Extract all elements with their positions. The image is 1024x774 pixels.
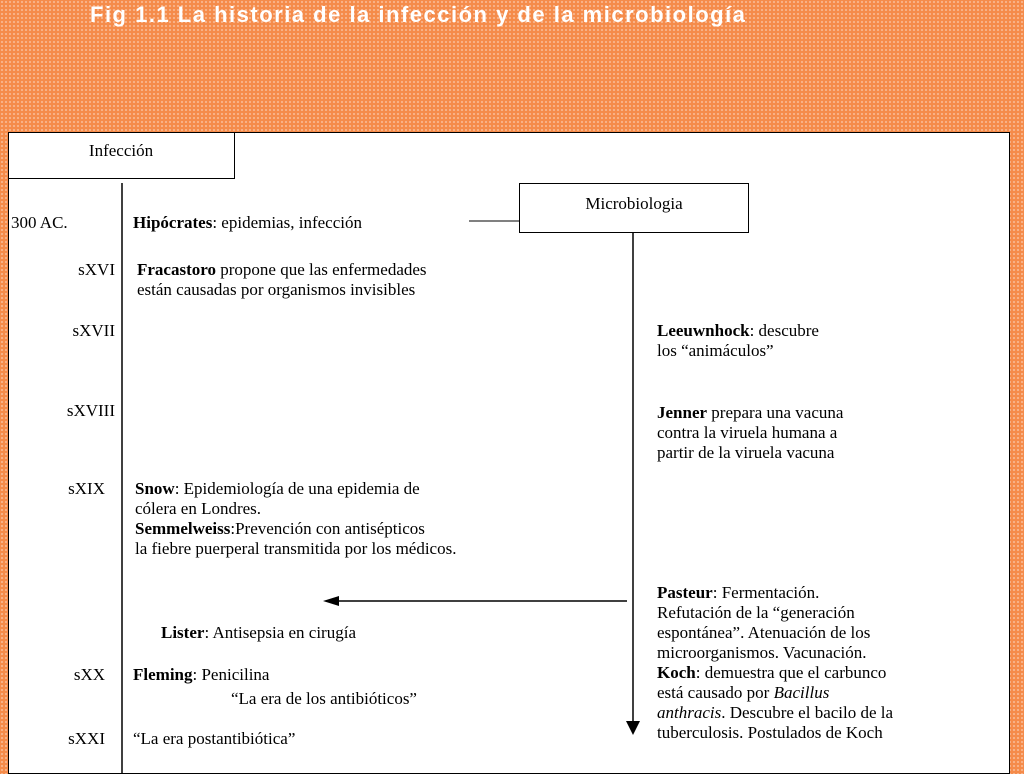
event-text: :Prevención con antisépticos bbox=[230, 519, 425, 538]
event-text-cont: espontánea”. Atenuación de los bbox=[657, 623, 871, 642]
event-text: : Antisepsia en cirugía bbox=[204, 623, 356, 642]
era-label: sXVIII bbox=[66, 401, 115, 420]
event-fleming bbox=[133, 665, 269, 685]
era-label: sXVII bbox=[72, 321, 115, 340]
era-label: 300 AC. bbox=[11, 213, 68, 232]
event-text-cont: la fiebre puerperal transmitida por los médicos. bbox=[135, 539, 457, 558]
event-text-italic: anthracis bbox=[657, 703, 722, 722]
pasteur-to-lister-arrowhead bbox=[323, 596, 339, 606]
timeline-panel bbox=[8, 132, 1010, 774]
event-text-cont: está causado por bbox=[657, 683, 774, 702]
event-name: Koch bbox=[657, 663, 696, 682]
event-name: Pasteur bbox=[657, 583, 713, 602]
event-pasteur-koch bbox=[657, 583, 893, 743]
event-text-cont: contra la viruela humana a bbox=[657, 423, 838, 442]
event-name: Fracastoro bbox=[137, 260, 216, 279]
microbiologia-header bbox=[519, 183, 749, 233]
microbiologia-header-label: Microbiologia bbox=[585, 194, 683, 213]
event-text: propone que las enfermedades bbox=[216, 260, 427, 279]
event-name: Lister bbox=[161, 623, 205, 642]
event-name: Hipócrates bbox=[133, 213, 213, 232]
era-label: sXIX bbox=[68, 479, 105, 498]
figure-title: Fig 1.1 La historia de la infección y de la microbiología bbox=[90, 2, 747, 27]
microbiologia-arrow-down bbox=[626, 721, 640, 735]
event-name: Jenner bbox=[657, 403, 708, 422]
event-name: Semmelweiss bbox=[135, 519, 231, 538]
event-text-cont: microorganismos. Vacunación. bbox=[657, 643, 867, 662]
event-text-cont: Refutación de la “generación bbox=[657, 603, 855, 622]
event-text-cont: . Descubre el bacilo de la bbox=[721, 703, 894, 722]
event-text-cont: los “animáculos” bbox=[657, 341, 774, 360]
event-postantibiotica: “La era postantibiótica” bbox=[133, 729, 296, 748]
era-label: sXVI bbox=[78, 260, 115, 279]
event-text: : Penicilina bbox=[192, 665, 270, 684]
event-text-cont: partir de la viruela vacuna bbox=[657, 443, 835, 462]
event-text-cont: están causadas por organismos invisibles bbox=[137, 280, 416, 299]
era-label: sXXI bbox=[68, 729, 105, 748]
event-name: Leeuwnhock bbox=[657, 321, 750, 340]
event-leeuwnhock bbox=[657, 321, 819, 361]
event-name: Fleming bbox=[133, 665, 193, 684]
event-snow-semmelweiss bbox=[135, 479, 456, 559]
infeccion-header bbox=[8, 132, 235, 179]
event-name: Snow bbox=[135, 479, 175, 498]
event-text-cont: “La era de los antibióticos” bbox=[231, 689, 417, 708]
event-fracastoro bbox=[137, 260, 427, 300]
era-label: sXX bbox=[73, 665, 105, 684]
infeccion-header-label: Infección bbox=[88, 141, 154, 160]
event-text: : descubre bbox=[749, 321, 819, 340]
event-text: : Epidemiología de una epidemia de bbox=[174, 479, 420, 498]
event-jenner bbox=[657, 403, 843, 463]
event-text: : epidemias, infección bbox=[212, 213, 362, 232]
event-text-italic: Bacillus bbox=[773, 683, 830, 702]
event-text: : demuestra que el carbunco bbox=[695, 663, 887, 682]
event-text-cont: tuberculosis. Postulados de Koch bbox=[657, 723, 883, 742]
event-text: prepara una vacuna bbox=[707, 403, 844, 422]
event-lister bbox=[161, 623, 356, 643]
event-text: : Fermentación. bbox=[712, 583, 820, 602]
event-hipocrates bbox=[133, 213, 362, 233]
event-text-cont: cólera en Londres. bbox=[135, 499, 262, 518]
